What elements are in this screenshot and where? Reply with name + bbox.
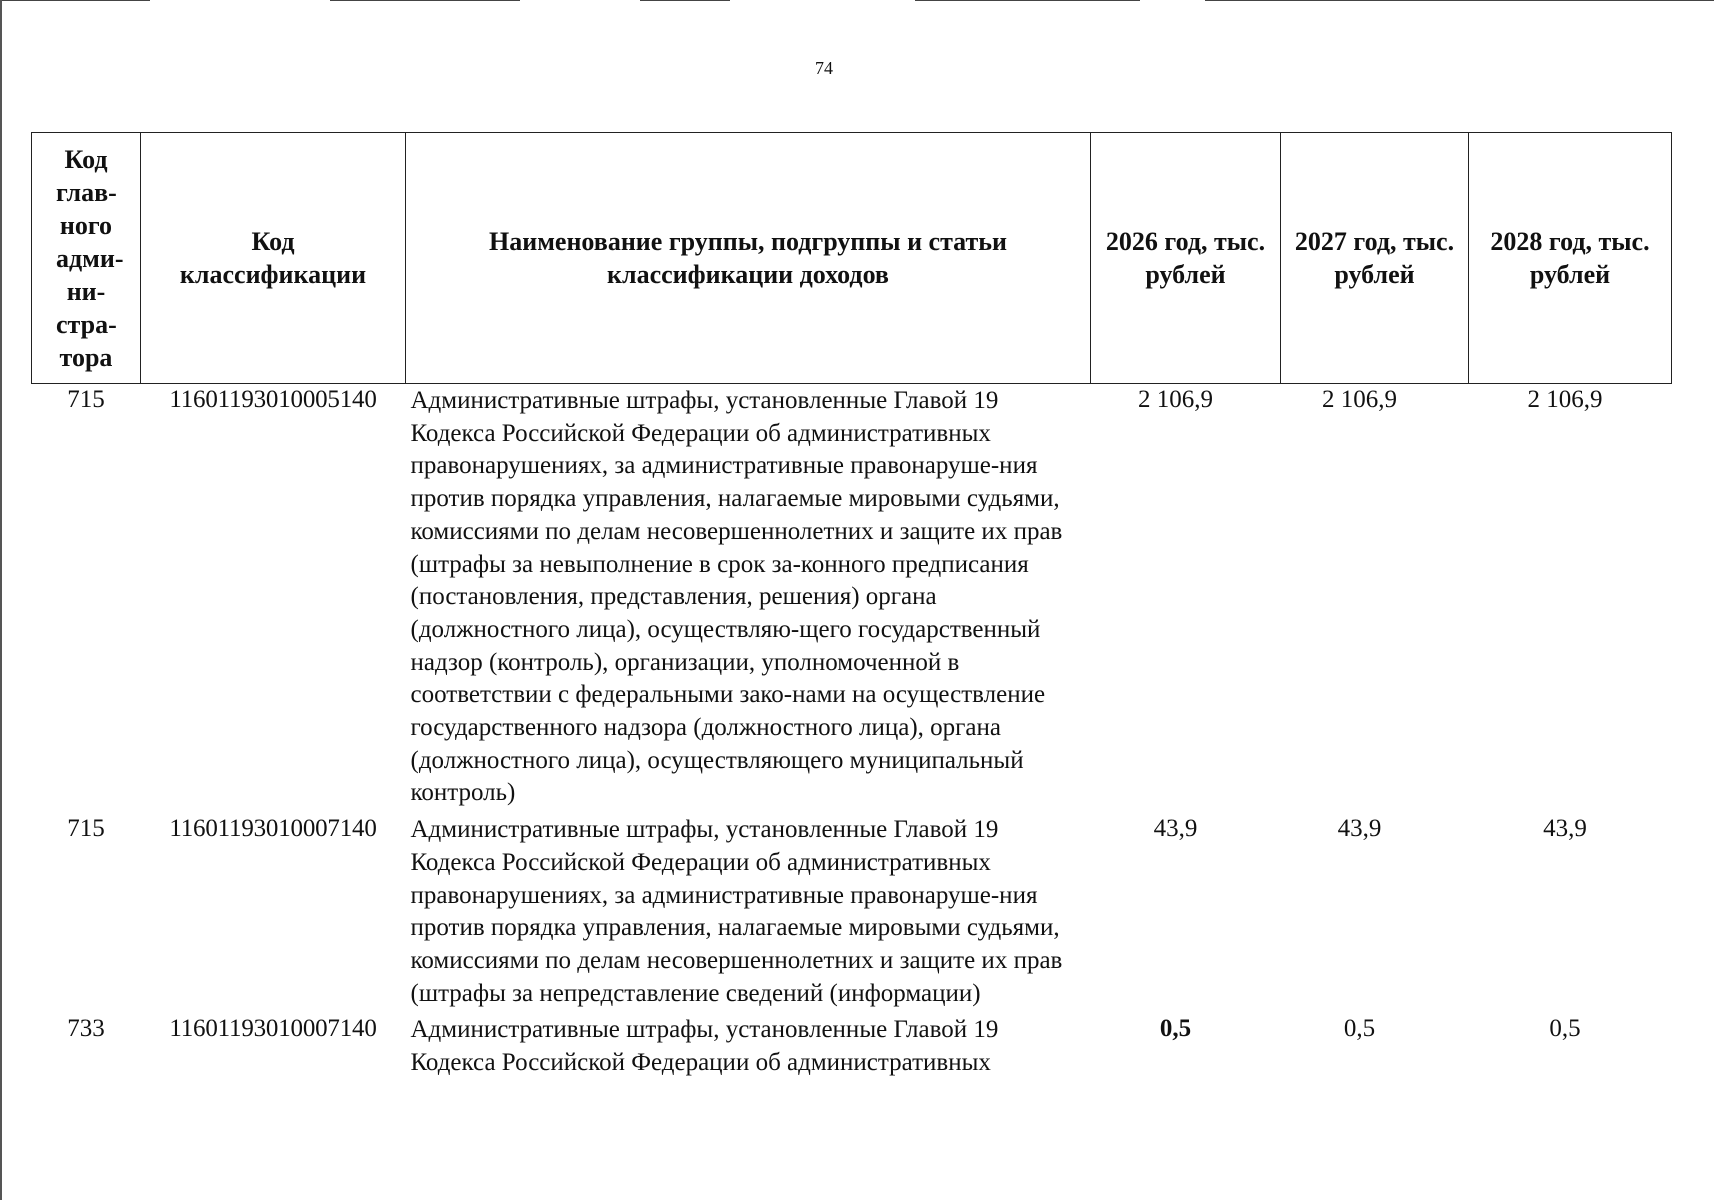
revenue-name-cell: Административные штрафы, установленные Главой 19 Кодекса Российской Федерации об административных правонарушениях, за административные правонаруше-ния против порядка управления, налагаемые мировыми судьями, комиссиями по делам несовершеннолетних и защите их прав (штрафы за невыполнение в срок за-конного предписания (постановления, представления, решения) органа (должностного лица), осуществляю-щего государственный надзор (контроль), организации, уполномоченной в соответствии с федеральными зако-нами на осуществление государственного надзора (должностного лица), органа (должностного лица), осуществляющего муниципальный контроль) <box>410 387 1063 807</box>
value-2027-cell <box>1281 1013 1469 1079</box>
page-left-edge <box>0 0 2 1200</box>
header-2027 <box>1281 133 1469 384</box>
value-2026-cell <box>1091 813 1281 1013</box>
admin-code-cell: 715 <box>67 386 105 413</box>
classification-code-cell: 11601193010007140 <box>169 1015 377 1043</box>
header-2026 <box>1091 133 1281 384</box>
revenue-table-container <box>31 132 1671 1080</box>
header-2027-label: 2027 год, тыс. рублей <box>1294 227 1455 289</box>
value-2027: 43,9 <box>1337 815 1382 843</box>
value-2028-cell <box>1469 813 1672 1013</box>
classification-code-cell: 11601193010007140 <box>169 815 377 843</box>
value-2026-cell <box>1091 1013 1281 1079</box>
classification-code-cell: 11601193010005140 <box>169 386 377 413</box>
header-class-code-label: Код классификации <box>179 227 367 289</box>
header-name <box>406 133 1091 384</box>
value-2027: 2 106,9 <box>1322 386 1397 413</box>
value-2028-cell <box>1469 384 1672 814</box>
table-row <box>32 384 1672 814</box>
value-2027-cell <box>1281 813 1469 1013</box>
header-2028 <box>1469 133 1672 384</box>
header-class-code <box>141 133 406 384</box>
revenue-name-cell: Административные штрафы, установленные Главой 19 Кодекса Российской Федерации об административных правонарушениях, за административные правонаруше-ния против порядка управления, налагаемые мировыми судьями, комиссиями по делам несовершеннолетних и защите их прав (штрафы за непредставление сведений (информации) <box>410 816 1063 1007</box>
value-2028: 2 106,9 <box>1527 386 1603 413</box>
value-2028-cell <box>1469 1013 1672 1079</box>
header-2026-label: 2026 год, тыс. рублей <box>1105 227 1266 289</box>
page-number: 74 <box>815 58 833 78</box>
header-name-label: Наименование группы, подгруппы и статьи классификации доходов <box>488 227 1008 289</box>
value-2026-cell <box>1091 384 1281 814</box>
table-header-row <box>32 133 1672 384</box>
value-2027-cell <box>1281 384 1469 814</box>
revenue-table <box>31 132 1672 1080</box>
header-admin-code-label: Код глав-ного адми-ни-стра-тора <box>56 144 124 372</box>
header-2028-label: 2028 год, тыс. рублей <box>1490 227 1650 289</box>
value-2028: 0,5 <box>1549 1015 1581 1043</box>
value-2027: 0,5 <box>1343 1015 1376 1043</box>
table-row <box>32 1013 1672 1079</box>
admin-code-cell: 715 <box>67 815 105 843</box>
value-2028: 43,9 <box>1543 815 1587 843</box>
value-2026: 43,9 <box>1153 815 1198 843</box>
table-row <box>32 813 1672 1013</box>
value-2026: 0,5 <box>1159 1015 1192 1043</box>
admin-code-cell: 733 <box>67 1015 105 1043</box>
value-2026: 2 106,9 <box>1138 386 1213 413</box>
header-admin-code <box>32 133 141 384</box>
revenue-name-cell: Административные штрафы, установленные Главой 19 Кодекса Российской Федерации об административных <box>410 1016 999 1077</box>
